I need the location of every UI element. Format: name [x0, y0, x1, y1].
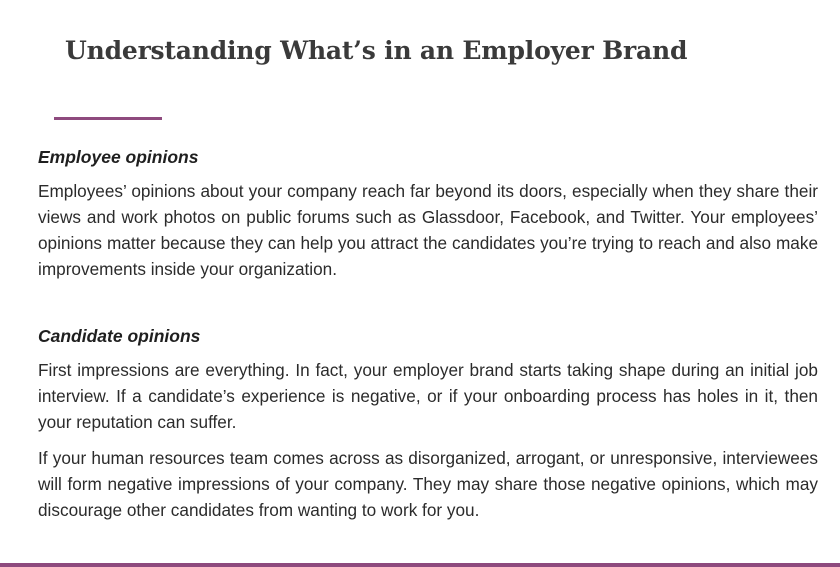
section-heading: Employee opinions — [38, 147, 199, 167]
title-accent-rule — [54, 117, 162, 120]
bottom-accent-rule — [0, 563, 840, 567]
section-candidate-opinions — [38, 326, 818, 523]
paragraph: Employees’ opinions about your company reach far beyond its doors, especially when they share their views and work photos on public forums such as Glassdoor, Facebook, and Twitter. Your employees’ opinions matter because they can help you attract the candidates you’re trying to reach and also make improvements inside your organization. — [38, 181, 818, 279]
page-title: Understanding What’s in an Employer Brand — [65, 36, 688, 65]
section-heading: Candidate opinions — [38, 326, 201, 346]
section-employee-opinions — [38, 147, 818, 282]
paragraph: First impressions are everything. In fact, your employer brand starts taking shape during an initial job interview. If a candidate’s experience is negative, or if your onboarding process has holes in it, then your reputation can suffer. — [38, 360, 818, 432]
paragraph: If your human resources team comes across as disorganized, arrogant, or unresponsive, interviewees will form negative impressions of your company. They may share those negative opinions, which may discourage other candidates from wanting to work for you. — [38, 448, 818, 520]
